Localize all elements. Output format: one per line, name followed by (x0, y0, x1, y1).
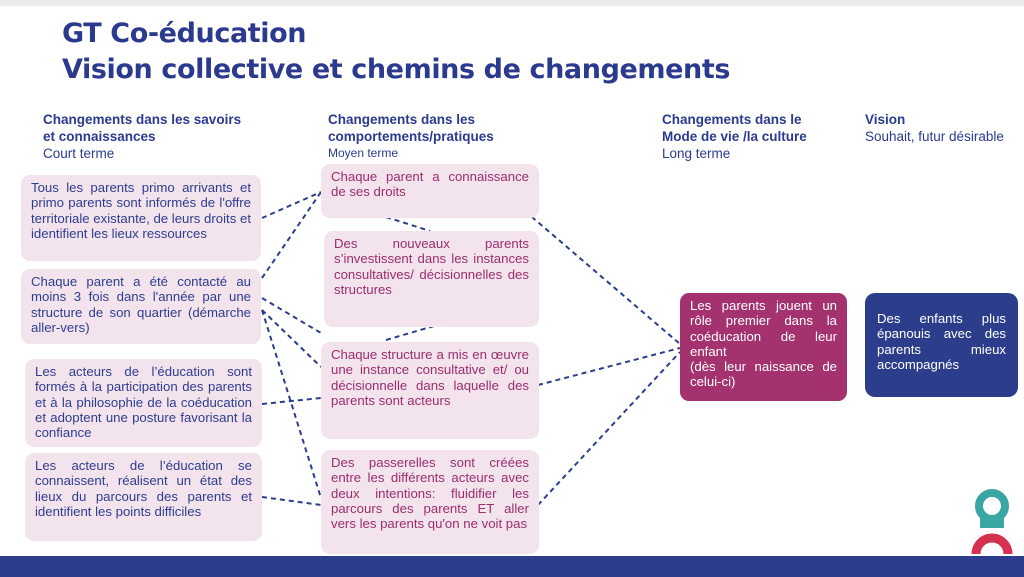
footer-bar (0, 556, 1024, 577)
short-term-box: Chaque parent a été contacté au moins 3 fois dans l'année par une structure de son quartier (démarche aller-vers) (21, 269, 261, 344)
column-term: Souhait, futur désirable (865, 129, 1004, 144)
medium-term-box: Chaque structure a mis en œuvre une instance consultative et/ ou décisionnelle dans laquelle des parents sont acteurs (321, 342, 539, 439)
medium-term-box: Des nouveaux parents s’investissent dans les instances consultatives/ décisionnelles des structures (324, 231, 539, 327)
connector-line (262, 192, 321, 218)
page-title: GT Co-éducation (62, 18, 307, 49)
column-term: Court terme (43, 146, 115, 161)
vision-box: Des enfants plus épanouis avec des parents mieux accompagnés (865, 293, 1018, 397)
column-term: Long terme (662, 146, 731, 161)
connector-line (386, 217, 430, 231)
page-subtitle: Vision collective et chemins de changements (62, 54, 731, 85)
connector-line (386, 326, 434, 340)
medium-term-box: Chaque parent a connaissance de ses droits (321, 164, 539, 218)
connector-line (538, 348, 680, 385)
column-heading: Vision (865, 112, 906, 127)
connector-line (262, 398, 321, 404)
column-heading: Changements dans les comportements/pratiques (328, 112, 494, 144)
short-term-box: Tous les parents primo arrivants et primo parents sont informés de l'offre territoriale existante, de leurs droits et identifient les lieux ressources (21, 175, 261, 261)
connector-line (262, 192, 321, 278)
connector-line (262, 497, 321, 505)
column-heading: Changements dans le Mode de vie /la culture (662, 112, 807, 144)
connector-line (518, 205, 680, 344)
medium-term-box: Des passerelles sont créées entre les différents acteurs avec deux intentions: fluidifier les parcours des parents ET aller vers les parents qu'on ne voit pas (321, 450, 539, 554)
connector-line (538, 352, 680, 505)
connector-line (262, 298, 321, 333)
short-term-box: Les acteurs de l’éducation se connaissent, réalisent un état des lieux du parcours des parents et identifient les points difficiles (25, 453, 262, 541)
long-term-box: Les parents jouent un rôle premier dans la coéducation de leur enfant (dès leur naissance de celui-ci) (680, 293, 847, 401)
logo-icon (970, 488, 1014, 556)
column-term: Moyen terme (328, 146, 399, 160)
short-term-box: Les acteurs de l’éducation sont formés à la participation des parents et à la philosophie de la coéducation et adoptent une posture favorisant la confiance (25, 359, 262, 447)
column-heading: Changements dans les savoirs et connaissances (43, 112, 242, 144)
